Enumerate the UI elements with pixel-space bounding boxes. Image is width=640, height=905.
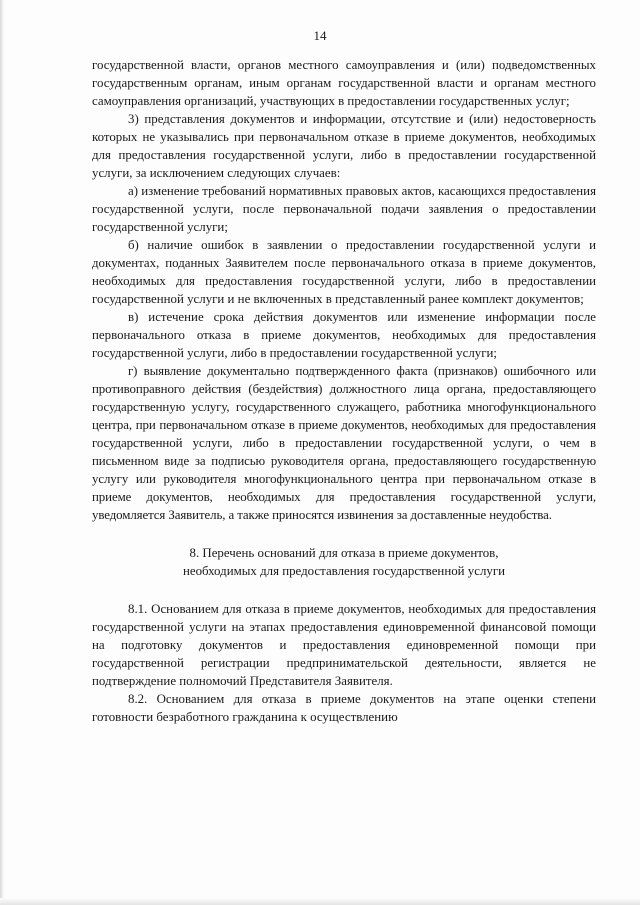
paragraph-subitem-a: а) изменение требований нормативных правовых актов, касающихся предоставления государственной услуги, после первоначальной подачи заявления о предоставлении государственной услуги;: [92, 184, 596, 234]
paragraph-subitem-g: г) выявление документально подтвержденного факта (признаков) ошибочного или противоправного действия (бездействия) должностного лица органа, предоставляющего государственную услугу, государственного служащего, работника многофункционального центра, при первоначальном отказе в приеме документов, необходимых для предоставления государственной услуги, либо в предоставлении государственной услуги, о чем в письменном виде за подписью руководителя органа, предоставляющего государственную услугу или руководителя многофункционального центра при первоначальном отказе в приеме документов, необходимых для предоставления государственной услуги, уведомляется Заявитель, а также приносятся извинения за доставленные неудобства.: [92, 364, 596, 522]
section-8-heading-line-1: 8. Перечень оснований для отказа в приеме документов,: [189, 546, 499, 560]
page-number: 14: [313, 28, 327, 43]
section-8-heading: [92, 544, 596, 580]
scan-bottom-edge: [0, 898, 640, 905]
paragraph-8-1: 8.1. Основанием для отказа в приеме документов, необходимых для предоставления государственной услуги на этапах предоставления единовременной финансовой помощи на подготовку документов и предоставления единовременной помощи при государственной регистрации предпринимательской деятельности, является не подтверждение полномочий Представителя Заявителя.: [92, 602, 596, 688]
scan-left-edge: [0, 0, 4, 905]
document-body: [92, 56, 596, 726]
paragraph-subitem-b: б) наличие ошибок в заявлении о предоставлении государственной услуги и документах, поданных Заявителем после первоначального отказа в приеме документов, необходимых для предоставления государственной услуги, либо в предоставлении государственной услуги и не включенных в представленный ранее комплект документов;: [92, 238, 596, 306]
paragraph-continuation: государственной власти, органов местного самоуправления и (или) подведомственных государственным органам, иным органам государственной власти и органам местного самоуправления организаций, участвующих в предоставлении государственных услуг;: [92, 58, 596, 108]
paragraph-8-2: 8.2. Основанием для отказа в приеме документов на этапе оценки степени готовности безработного гражданина к осуществлению: [92, 692, 596, 724]
paragraph-item-3: 3) представления документов и информации, отсутствие и (или) недостоверность которых не указывались при первоначальном отказе в приеме документов, необходимых для предоставления государственной услуги, либо в предоставлении государственной услуги, за исключением следующих случаев:: [92, 112, 596, 180]
section-8-heading-line-2: необходимых для предоставления государственной услуги: [182, 564, 506, 578]
paragraph-subitem-v: в) истечение срока действия документов или изменение информации после первоначального отказа в приеме документов, необходимых для предоставления государственной услуги, либо в предоставлении государственной услуги;: [92, 310, 596, 360]
